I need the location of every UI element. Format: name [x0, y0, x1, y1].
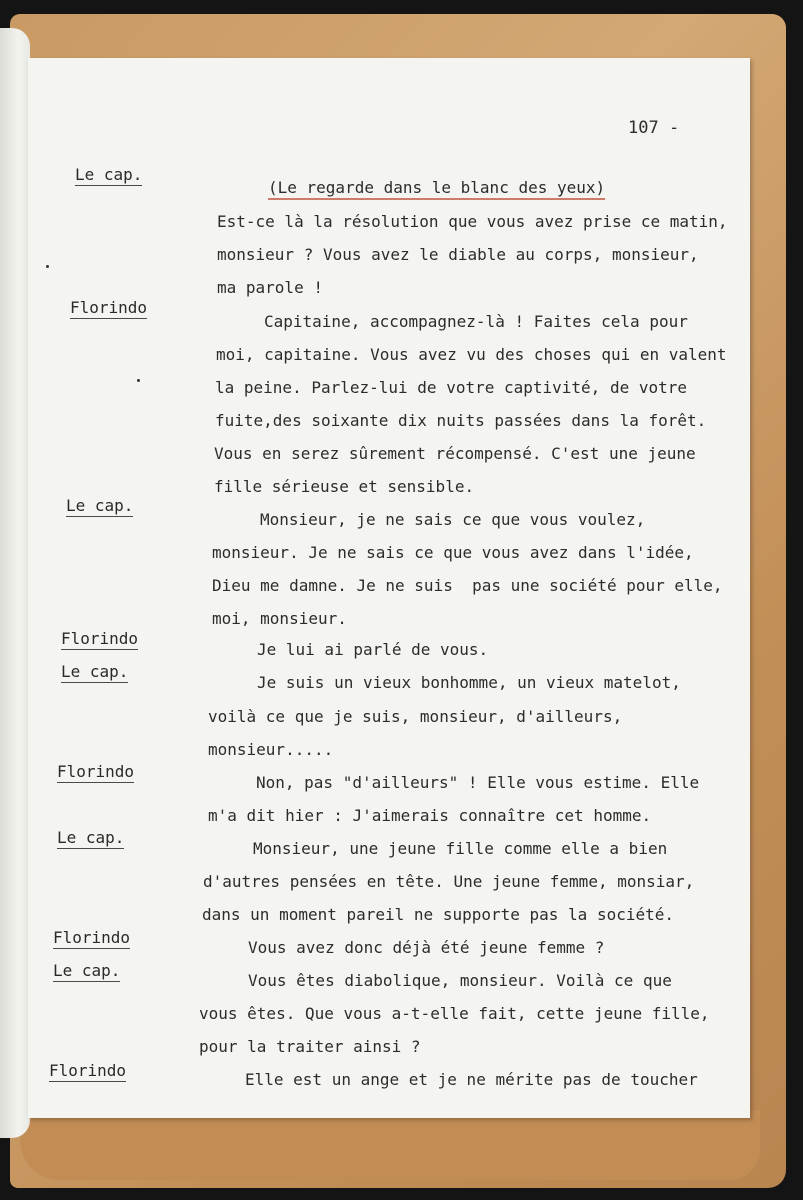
margin-dot — [137, 379, 140, 382]
text-line: ma parole ! — [217, 278, 323, 297]
text-line: fille sérieuse et sensible. — [214, 477, 475, 496]
text-line: Je lui ai parlé de vous. — [257, 640, 489, 659]
text-line: Vous en serez sûrement récompensé. C'est une jeune — [214, 444, 696, 463]
text-line: vous êtes. Que vous a-t-elle fait, cette jeune fille, — [199, 1004, 710, 1023]
text-line: Non, pas "d'ailleurs" ! Elle vous estime. Elle — [256, 773, 700, 792]
text-line: Je suis un vieux bonhomme, un vieux matelot, — [257, 673, 681, 692]
stage-direction: (Le regarde dans le blanc des yeux) — [268, 178, 606, 197]
text-line: monsieur..... — [208, 740, 334, 759]
page-number: 107 - — [628, 118, 680, 138]
speaker-label: Le cap. — [61, 662, 129, 681]
text-line: m'a dit hier : J'aimerais connaître cet homme. — [208, 806, 652, 825]
speaker-label: Florindo — [49, 1061, 127, 1080]
text-line: Elle est un ange et je ne mérite pas de toucher — [245, 1070, 698, 1089]
text-line: voilà ce que je suis, monsieur, d'ailleurs, — [208, 707, 623, 726]
text-line: Vous êtes diabolique, monsieur. Voilà ce que — [248, 971, 672, 990]
speaker-label: Florindo — [57, 762, 135, 781]
folder-torn-edge — [20, 1110, 760, 1180]
speaker-label: Le cap. — [53, 961, 121, 980]
text-line: dans un moment pareil ne supporte pas la société. — [202, 905, 675, 924]
text-line: Monsieur, une jeune fille comme elle a bien — [253, 839, 668, 858]
text-line: moi, capitaine. Vous avez vu des choses qui en valent — [216, 345, 727, 364]
speaker-label: Le cap. — [75, 165, 143, 184]
text-line: Est-ce là la résolution que vous avez prise ce matin, — [217, 212, 728, 231]
text-line: monsieur. Je ne sais ce que vous avez dans l'idée, — [212, 543, 694, 562]
text-line: Vous avez donc déjà été jeune femme ? — [248, 938, 605, 957]
speaker-label: Florindo — [53, 928, 131, 947]
previous-page-edge — [0, 28, 30, 1138]
text-line: Dieu me damne. Je ne suis pas une société pour elle, — [212, 576, 723, 595]
text-line: la peine. Parlez-lui de votre captivité, de votre — [215, 378, 688, 397]
text-line: fuite,des soixante dix nuits passées dans la forêt. — [215, 411, 707, 430]
text-line: moi, monsieur. — [212, 609, 347, 628]
text-line: d'autres pensées en tête. Une jeune femme, monsiar, — [203, 872, 695, 891]
margin-dot — [46, 265, 49, 268]
speaker-label: Florindo — [70, 298, 148, 317]
text-line: Capitaine, accompagnez-là ! Faites cela pour — [264, 312, 688, 331]
speaker-label: Le cap. — [66, 496, 134, 515]
speaker-label: Le cap. — [57, 828, 125, 847]
text-line: Monsieur, je ne sais ce que vous voulez, — [260, 510, 646, 529]
typescript-page — [28, 58, 750, 1118]
text-line: pour la traiter ainsi ? — [199, 1037, 421, 1056]
text-line: monsieur ? Vous avez le diable au corps, monsieur, — [217, 245, 699, 264]
speaker-label: Florindo — [61, 629, 139, 648]
